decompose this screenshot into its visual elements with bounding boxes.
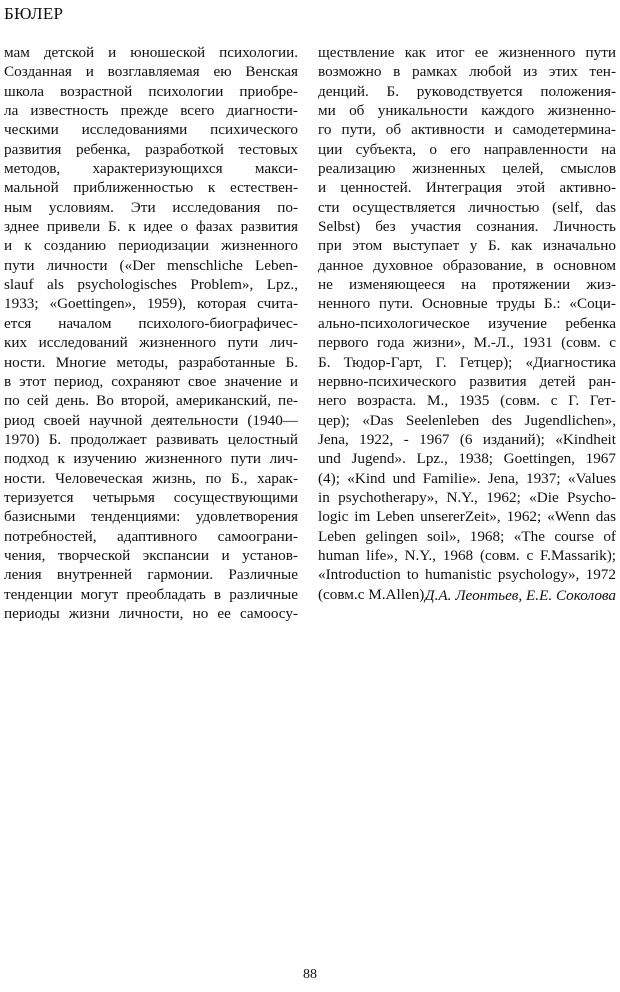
text-line: и ценностей. Интеграция этой активно- (318, 179, 616, 197)
text-line: пути личности («Der menschliche Leben- (4, 256, 298, 274)
text-line: него возраста. М., 1935 (совм. с Г. Гет- (318, 392, 616, 410)
text-line: Б. Тюдор-Гарт, Г. Гетцер); «Диагностика (318, 353, 616, 371)
text-line: ется началом психолого-биографичес- (4, 314, 298, 332)
text-line: (4); «Kind und Familie». Jena, 1937; «Values (318, 469, 616, 487)
text-line: Leben gelingen soil», 1968; «The course of (318, 527, 616, 545)
text-line: тенденции могут преобладать в различные (4, 585, 298, 603)
text-line: риод своей научной деятельности (1940— (4, 411, 298, 429)
text-line: цер); «Das Seelenleben des Jugendlichen», (318, 411, 616, 429)
author-signature: Д.А. Леонтьев, Е.Е. Соколова (424, 587, 616, 604)
text-line: in psychotherapy», N.Y., 1962; «Die Psycho- (318, 488, 616, 506)
text-line: не изменяющееся на протяжении жиз- (318, 276, 616, 294)
text-line: Созданная и возглавляемая ею Венская (4, 63, 298, 81)
text-column-left (4, 43, 298, 623)
text-line: чения, творческой экспансии и установ- (4, 546, 298, 564)
text-line: 1933; «Goettingen», 1959), которая счита- (4, 295, 298, 313)
text-line: 1970) Б. продолжает развивать целостный (4, 430, 298, 448)
text-line: денций. Б. руководствуется положения- (318, 82, 616, 100)
text-line: школа возрастной психологии приобре- (4, 82, 298, 100)
text-line: ких исследований жизненного пути лич- (4, 334, 298, 352)
text-line: ми об уникальности каждого жизненно- (318, 102, 616, 120)
text-line: ненного пути. Основные труды Б.: «Соци- (318, 295, 616, 313)
text-line: ности. Человеческая жизнь, по Б., харак- (4, 469, 298, 487)
text-line: теризуется четырьмя сосуществующими (4, 488, 298, 506)
text-line: первого года жизни», М.-Л., 1931 (совм. с (318, 334, 616, 352)
text-line: подход к изучению жизненного пути лич- (4, 450, 298, 468)
text-line: мальной приближенностью к естествен- (4, 179, 298, 197)
text-line: по сей день. Во второй, американский, пе- (4, 392, 298, 410)
text-line: при этом выступает у Б. как изначально (318, 237, 616, 255)
text-line: (совм.с M.Allen). (318, 585, 429, 603)
text-line: нервно-психического развития детей ран- (318, 372, 616, 390)
text-line: ления внутренней гармонии. Различные (4, 566, 298, 584)
text-line: slauf als psychologisches Problem», Lpz., (4, 276, 298, 294)
text-line: го пути, об активности и самодетермина- (318, 121, 616, 139)
text-line: logic im Leben unsererZeit», 1962; «Wenn das (318, 508, 616, 526)
text-line: возможно в рамках любой из этих тен- (318, 63, 616, 81)
text-line: базисными тенденциями: удовлетворения (4, 508, 298, 526)
text-line: и к созданию периодизации жизненного (4, 237, 298, 255)
text-line: ческими исследованиями психического (4, 121, 298, 139)
text-line: «Introduction to humanistic psychology», 1972 (318, 566, 616, 584)
text-line: реализацию жизненных целей, смыслов (318, 160, 616, 178)
text-line: Jena, 1922, - 1967 (6 изданий); «Kindheit (318, 430, 616, 448)
text-line: зднее привели Б. к идее о фазах развития (4, 218, 298, 236)
text-line: потребностей, адаптивного самоограни- (4, 527, 298, 545)
text-line: human life», N.Y., 1968 (совм. с F.Massarik); (318, 546, 616, 564)
text-line: мам детской и юношеской психологии. (4, 44, 298, 61)
text-line: ции субъекта, о его направленности на (318, 140, 616, 158)
text-line: ла известность прежде всего диагности- (4, 102, 298, 120)
text-line: und Jugend». Lpz., 1938; Goettingen, 1967 (318, 450, 616, 468)
text-line: ным условиям. Эти исследования по- (4, 198, 298, 216)
text-line: периоды жизни личности, но ее самоосу- (4, 604, 298, 622)
text-line: развития ребенка, разработкой тестовых (4, 140, 298, 158)
text-column-right (318, 43, 616, 604)
page-number: 88 (303, 967, 317, 982)
text-line: методов, характеризующихся макси- (4, 160, 298, 178)
text-line: сти осуществляется личностью (self, das (318, 198, 616, 216)
running-head: БЮЛЕР (4, 4, 64, 23)
text-line: в этот период, сохраняют свое значение и (4, 372, 298, 390)
text-line: ности. Многие методы, разработанные Б. (4, 353, 298, 371)
text-line: Selbst) без участия сознания. Личность (318, 218, 616, 236)
text-line: данное духовное образование, в основном (318, 256, 616, 274)
text-line: ществление как итог ее жизненного пути (318, 44, 616, 61)
text-line: ально-психологическое изучение ребенка (318, 314, 616, 332)
